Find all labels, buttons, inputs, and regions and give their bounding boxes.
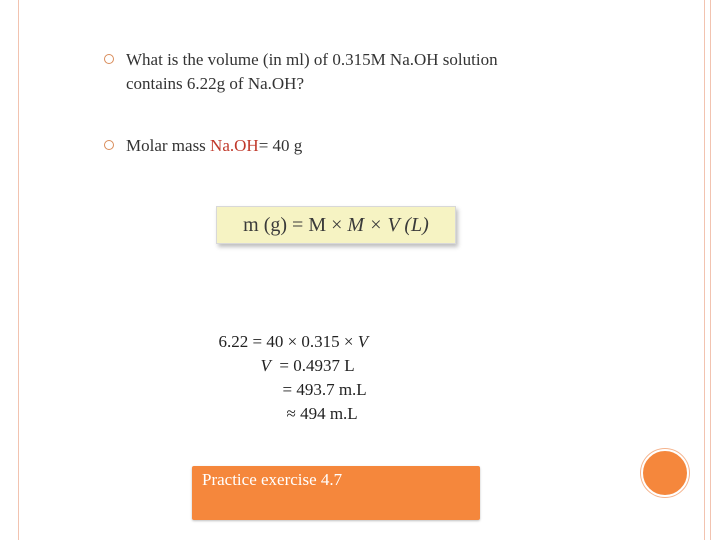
calc-line-1: 6.22 = 40 × 0.315 × V bbox=[218, 332, 369, 351]
question-text bbox=[126, 48, 498, 96]
bullet-circle-icon bbox=[104, 54, 114, 64]
calc-line-4: ≈ 494 m.L bbox=[286, 404, 358, 423]
question-line-2: contains 6.22g of Na.OH? bbox=[126, 74, 304, 93]
formula-part-1: m (g) = M × bbox=[243, 213, 348, 236]
practice-exercise-box bbox=[192, 466, 480, 520]
calc-line-3: = 493.7 m.L bbox=[282, 380, 367, 399]
question-line-1: What is the volume (in ml) of 0.315M Na.OH solution bbox=[126, 50, 498, 69]
frame-line-left bbox=[18, 0, 19, 540]
frame-line-right-1 bbox=[704, 0, 705, 540]
orange-circle-decoration bbox=[641, 449, 689, 497]
bullet-circle-icon bbox=[104, 140, 114, 150]
formula-part-2: M × V (L) bbox=[347, 213, 429, 236]
frame-line-right-2 bbox=[710, 0, 711, 540]
bullet-molar-mass bbox=[104, 134, 302, 158]
practice-exercise-label: Practice exercise 4.7 bbox=[202, 470, 343, 489]
molar-mass-text: Molar mass Na.OH= 40 g bbox=[126, 136, 303, 155]
bullet-question bbox=[104, 48, 498, 96]
naoh-label: Na.OH bbox=[210, 136, 259, 155]
formula-box bbox=[216, 206, 456, 244]
calc-line-2: V = 0.4937 L bbox=[260, 356, 355, 375]
